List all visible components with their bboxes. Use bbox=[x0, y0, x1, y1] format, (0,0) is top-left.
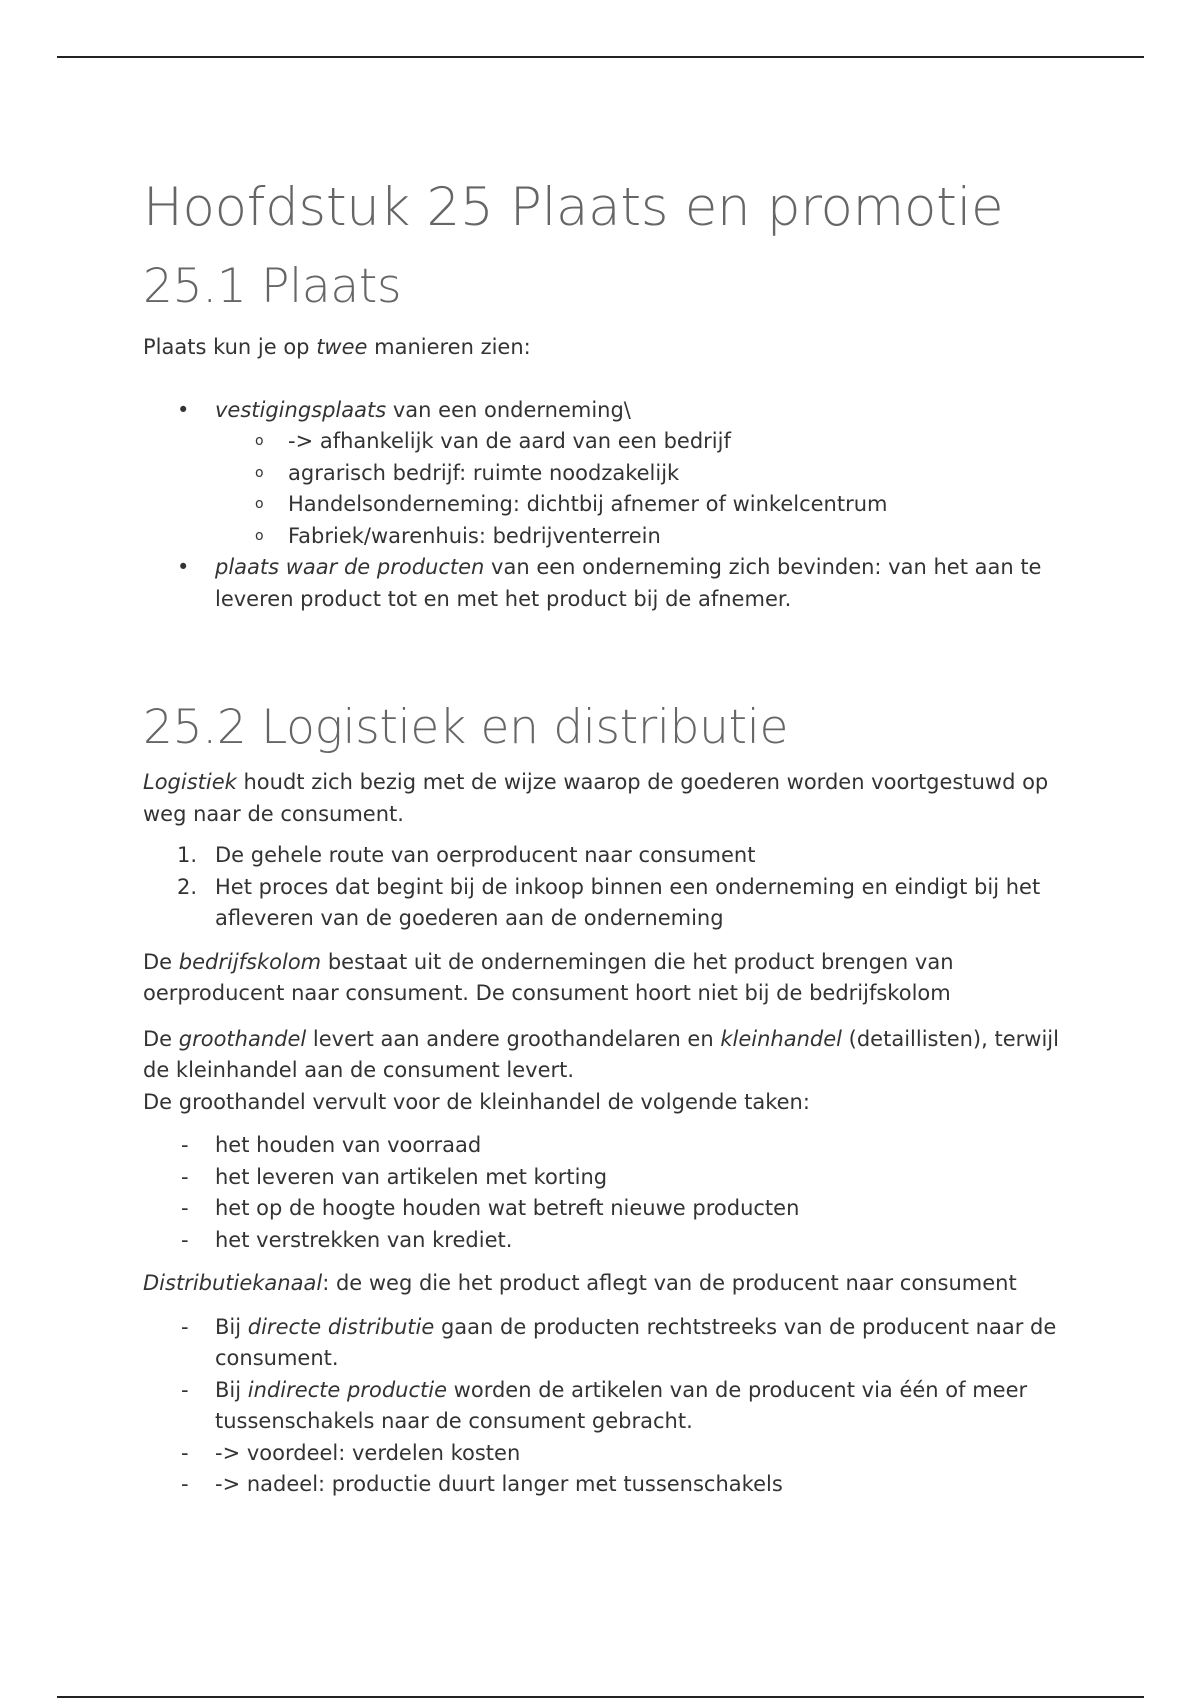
list-item: 2. Het proces dat begint bij de inkoop binnen een onderneming en eindigt bij het afleveren van de goederen aan de onderneming bbox=[143, 872, 1063, 935]
groothandel-taken-intro: De groothandel vervult voor de kleinhandel de volgende taken: bbox=[143, 1089, 810, 1114]
number-marker: 2. bbox=[177, 874, 198, 899]
dash-marker: - bbox=[181, 1196, 189, 1220]
plaats-intro: Plaats kun je op twee manieren zien: bbox=[143, 335, 531, 359]
list-item: o -> afhankelijk van de aard van een bedrijf bbox=[143, 426, 1063, 458]
list-item: - Bij directe distributie gaan de producten rechtstreeks van de producent naar de consument. bbox=[143, 1312, 1063, 1375]
top-rule bbox=[57, 56, 1144, 58]
section-title-logistiek: 25.2 Logistiek en distributie bbox=[143, 700, 789, 755]
bedrijfskolom-paragraph: De bedrijfskolom bestaat uit de ondernemingen die het product brengen van oerproducent naar consument. De consument hoort niet bij de bedrijfskolom bbox=[143, 949, 954, 1005]
number-marker: 1. bbox=[177, 843, 198, 867]
circle-marker: o bbox=[255, 464, 264, 481]
list-item: - het verstrekken van krediet. bbox=[143, 1225, 1063, 1257]
list-item: - het op de hoogte houden wat betreft nieuwe producten bbox=[143, 1193, 1063, 1225]
dash-marker: - bbox=[181, 1133, 189, 1157]
list-item: o agrarisch bedrijf: ruimte noodzakelijk bbox=[143, 458, 1063, 490]
dash-marker: - bbox=[181, 1164, 189, 1189]
vestiging-sublist bbox=[215, 426, 1063, 552]
groothandel-paragraph: De groothandel levert aan andere groothandelaren en kleinhandel (detaillisten), terwijl de kleinhandel aan de consument levert. bbox=[143, 1026, 1059, 1082]
list-item: - -> nadeel: productie duurt langer met tussenschakels bbox=[143, 1469, 1063, 1501]
dash-marker: - bbox=[181, 1227, 189, 1252]
list-item: o Fabriek/warenhuis: bedrijventerrein bbox=[143, 521, 1063, 553]
logistiek-definition: Logistiek houdt zich bezig met de wijze waarop de goederen worden voortgestuwd op weg naar de consument. bbox=[143, 770, 1049, 826]
section-title-plaats: 25.1 Plaats bbox=[143, 259, 402, 314]
list-item: - Bij indirecte productie worden de artikelen van de producent via één of meer tussenschakels naar de consument gebracht. bbox=[143, 1375, 1063, 1438]
circle-marker: o bbox=[255, 527, 264, 544]
document-body bbox=[143, 172, 1063, 1501]
dash-marker: - bbox=[181, 1472, 189, 1496]
dash-marker: - bbox=[181, 1314, 189, 1339]
dash-marker: - bbox=[181, 1440, 189, 1465]
chapter-title: Hoofdstuk 25 Plaats en promotie bbox=[143, 177, 1004, 238]
list-item: o Handelsonderneming: dichtbij afnemer of winkelcentrum bbox=[143, 489, 1063, 521]
bottom-rule bbox=[57, 1696, 1144, 1698]
bullet-marker: • bbox=[177, 555, 190, 579]
list-item: - het houden van voorraad bbox=[143, 1130, 1063, 1162]
logistiek-numbered-list bbox=[143, 840, 1063, 935]
list-item: - -> voordeel: verdelen kosten bbox=[143, 1438, 1063, 1470]
list-item: - het leveren van artikelen met korting bbox=[143, 1162, 1063, 1194]
list-item: • vestigingsplaats van een onderneming\ o -> afhankelijk van de aard van een bedrijf o agrarisch bedrijf: ruimte noodzakelijk o Handelsonderneming: dichtbij afnemer of winkelcentrum o Fabriek/warenhuis: bedrijventerrein bbox=[143, 395, 1063, 553]
list-item: 1. De gehele route van oerproducent naar consument bbox=[143, 840, 1063, 872]
distributie-list bbox=[143, 1312, 1063, 1501]
groothandel-taken-list bbox=[143, 1130, 1063, 1256]
plaats-list bbox=[143, 395, 1063, 616]
distributiekanaal-definition: Distributiekanaal: de weg die het product aflegt van de producent naar consument bbox=[143, 1271, 1017, 1295]
circle-marker: o bbox=[255, 433, 264, 449]
bullet-marker: • bbox=[177, 397, 190, 422]
list-item: • plaats waar de producten van een onderneming zich bevinden: van het aan te leveren product tot en met het product bij de afnemer. bbox=[143, 552, 1063, 615]
dash-marker: - bbox=[181, 1377, 189, 1402]
circle-marker: o bbox=[255, 496, 264, 512]
